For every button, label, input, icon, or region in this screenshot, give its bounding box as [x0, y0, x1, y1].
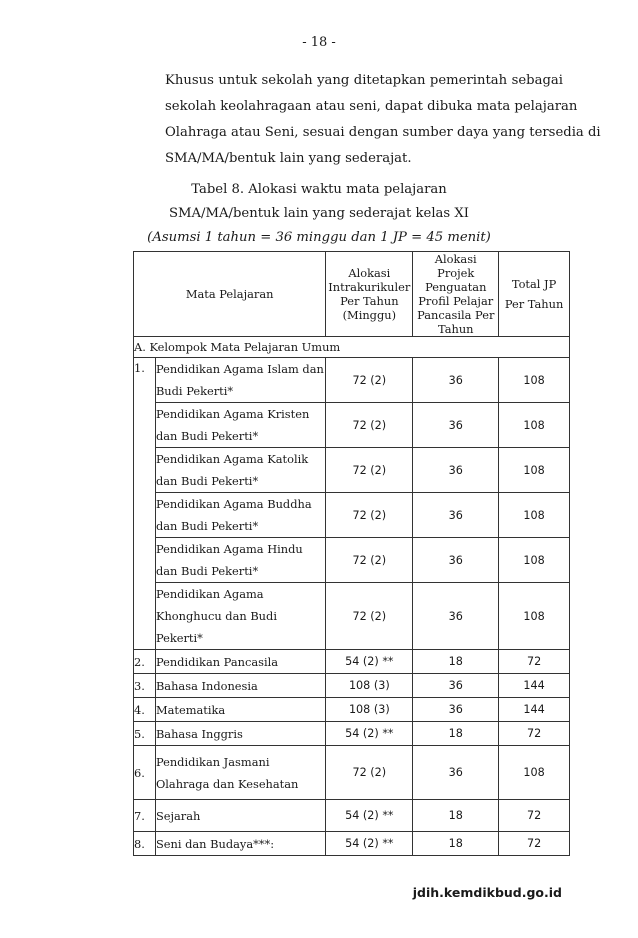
subject-line: Pendidikan Agama Islam dan [155, 362, 324, 376]
subject-cell [155, 722, 325, 746]
intra-cell: 72 (2) [326, 403, 413, 448]
header-text-line: Tahun [437, 322, 474, 336]
subject-line: Sejarah [155, 808, 201, 823]
table-row [134, 746, 570, 800]
subject-line: Pendidikan Agama Kristen [155, 407, 310, 421]
table-row [134, 583, 570, 650]
intra-cell: 108 (3) [326, 674, 413, 698]
total-cell: 108 [499, 583, 570, 650]
table-row [134, 800, 570, 832]
table-row [134, 722, 570, 746]
subject-line: Bahasa Inggris [155, 726, 243, 741]
subject-cell [155, 800, 325, 832]
total-cell: 108 [499, 538, 570, 583]
row-number: 4. [134, 698, 156, 722]
p5-cell: 36 [413, 358, 499, 403]
intra-cell: 72 (2) [326, 746, 413, 800]
subject-cell [155, 746, 325, 800]
header-p5 [413, 252, 499, 337]
total-cell: 144 [499, 674, 570, 698]
subject-cell [155, 358, 325, 403]
table-row [134, 403, 570, 448]
row-number: 6. [134, 746, 156, 800]
subject-cell [155, 493, 325, 538]
subject-cell [155, 583, 325, 650]
row-number: 1. [134, 358, 156, 650]
header-text-line: Per Tahun [504, 297, 564, 311]
subject-cell [155, 538, 325, 583]
header-total-jp [499, 252, 570, 337]
subject-line: Pendidikan Agama Katolik [155, 452, 309, 466]
total-cell: 108 [499, 403, 570, 448]
intro-line: sekolah keolahragaan atau seni, dapat dibuka mata pelajaran [165, 99, 578, 114]
total-cell: 72 [499, 832, 570, 856]
intra-cell: 108 (3) [326, 698, 413, 722]
intra-cell: 54 (2) ** [326, 832, 413, 856]
p5-cell: 36 [413, 746, 499, 800]
footer-source: jdih.kemdikbud.go.id [412, 885, 562, 900]
intra-cell: 72 (2) [326, 493, 413, 538]
p5-cell: 36 [413, 538, 499, 583]
table-caption-title: Tabel 8. Alokasi waktu mata pelajaran [191, 182, 447, 197]
p5-cell: 18 [413, 722, 499, 746]
subject-line: Pekerti* [155, 631, 203, 645]
header-text-line: (Minggu) [342, 308, 397, 322]
subject-cell [155, 403, 325, 448]
subject-cell [155, 650, 325, 674]
header-text-line: Intrakurikuler [328, 280, 411, 294]
table-caption-subtitle: SMA/MA/bentuk lain yang sederajat kelas XI [169, 206, 469, 221]
total-cell: 72 [499, 800, 570, 832]
header-text-line: Total JP [511, 277, 557, 291]
header-text-line: Pancasila Per [417, 308, 495, 322]
intra-cell: 54 (2) ** [326, 650, 413, 674]
intro-line: Olahraga atau Seni, sesuai dengan sumber daya yang tersedia di [165, 125, 601, 140]
subject-line: Pendidikan Agama Hindu [155, 542, 303, 556]
p5-cell: 36 [413, 674, 499, 698]
row-number: 3. [134, 674, 156, 698]
subject-line: Pendidikan Agama [155, 587, 264, 601]
total-cell: 108 [499, 448, 570, 493]
intra-cell: 54 (2) ** [326, 722, 413, 746]
subject-line: Khonghucu dan Budi [155, 609, 277, 623]
header-intrakurikuler [326, 252, 413, 337]
header-text-line: Alokasi [348, 266, 391, 280]
subject-line: Bahasa Indonesia [155, 678, 258, 693]
total-cell: 108 [499, 746, 570, 800]
subject-line: Olahraga dan Kesehatan [155, 776, 299, 791]
subject-line: dan Budi Pekerti* [155, 474, 259, 488]
p5-cell: 18 [413, 650, 499, 674]
p5-cell: 36 [413, 493, 499, 538]
table-row [134, 358, 570, 403]
intra-cell: 72 (2) [326, 448, 413, 493]
header-subject: Mata Pelajaran [134, 252, 326, 337]
intra-cell: 72 (2) [326, 583, 413, 650]
intra-cell: 72 (2) [326, 358, 413, 403]
table-row [134, 650, 570, 674]
subject-line: dan Budi Pekerti* [155, 519, 259, 533]
p5-cell: 36 [413, 448, 499, 493]
intro-line: SMA/MA/bentuk lain yang sederajat. [165, 151, 412, 166]
p5-cell: 18 [413, 800, 499, 832]
subject-cell [155, 832, 325, 856]
table-row [134, 832, 570, 856]
table-row [134, 493, 570, 538]
total-cell: 108 [499, 358, 570, 403]
subject-line: Pendidikan Pancasila [155, 654, 279, 669]
intra-cell: 72 (2) [326, 538, 413, 583]
subject-line: Pendidikan Jasmani [155, 754, 270, 769]
allocation-table [133, 251, 570, 856]
group-row [134, 337, 570, 358]
subject-line: Matematika [155, 702, 226, 717]
page-number: - 18 - [302, 35, 336, 50]
header-text-line: Projek [437, 266, 475, 280]
subject-cell [155, 448, 325, 493]
p5-cell: 18 [413, 832, 499, 856]
table-row [134, 674, 570, 698]
table-header-row [134, 252, 570, 337]
subject-line: Seni dan Budaya***: [155, 836, 275, 851]
subject-line: Budi Pekerti* [155, 384, 234, 398]
row-number: 5. [134, 722, 156, 746]
intro-paragraph [165, 68, 601, 172]
subject-cell [155, 674, 325, 698]
header-text-line: Alokasi [434, 252, 477, 266]
table-row [134, 538, 570, 583]
intro-line: Khusus untuk sekolah yang ditetapkan pemerintah sebagai [165, 73, 563, 88]
subject-cell [155, 698, 325, 722]
header-text-line: Profil Pelajar [418, 294, 494, 308]
row-number: 7. [134, 800, 156, 832]
row-number: 8. [134, 832, 156, 856]
subject-line: dan Budi Pekerti* [155, 564, 259, 578]
group-a-label: A. Kelompok Mata Pelajaran Umum [134, 337, 570, 358]
table-row [134, 698, 570, 722]
p5-cell: 36 [413, 403, 499, 448]
total-cell: 72 [499, 650, 570, 674]
table-caption-assumption: (Asumsi 1 tahun = 36 minggu dan 1 JP = 45 menit) [147, 230, 491, 245]
total-cell: 108 [499, 493, 570, 538]
table-row [134, 448, 570, 493]
subject-line: dan Budi Pekerti* [155, 429, 259, 443]
intra-cell: 54 (2) ** [326, 800, 413, 832]
header-text-line: Per Tahun [340, 294, 399, 308]
header-text-line: Penguatan [425, 280, 487, 294]
p5-cell: 36 [413, 583, 499, 650]
p5-cell: 36 [413, 698, 499, 722]
total-cell: 72 [499, 722, 570, 746]
row-number: 2. [134, 650, 156, 674]
total-cell: 144 [499, 698, 570, 722]
subject-line: Pendidikan Agama Buddha [155, 497, 312, 511]
